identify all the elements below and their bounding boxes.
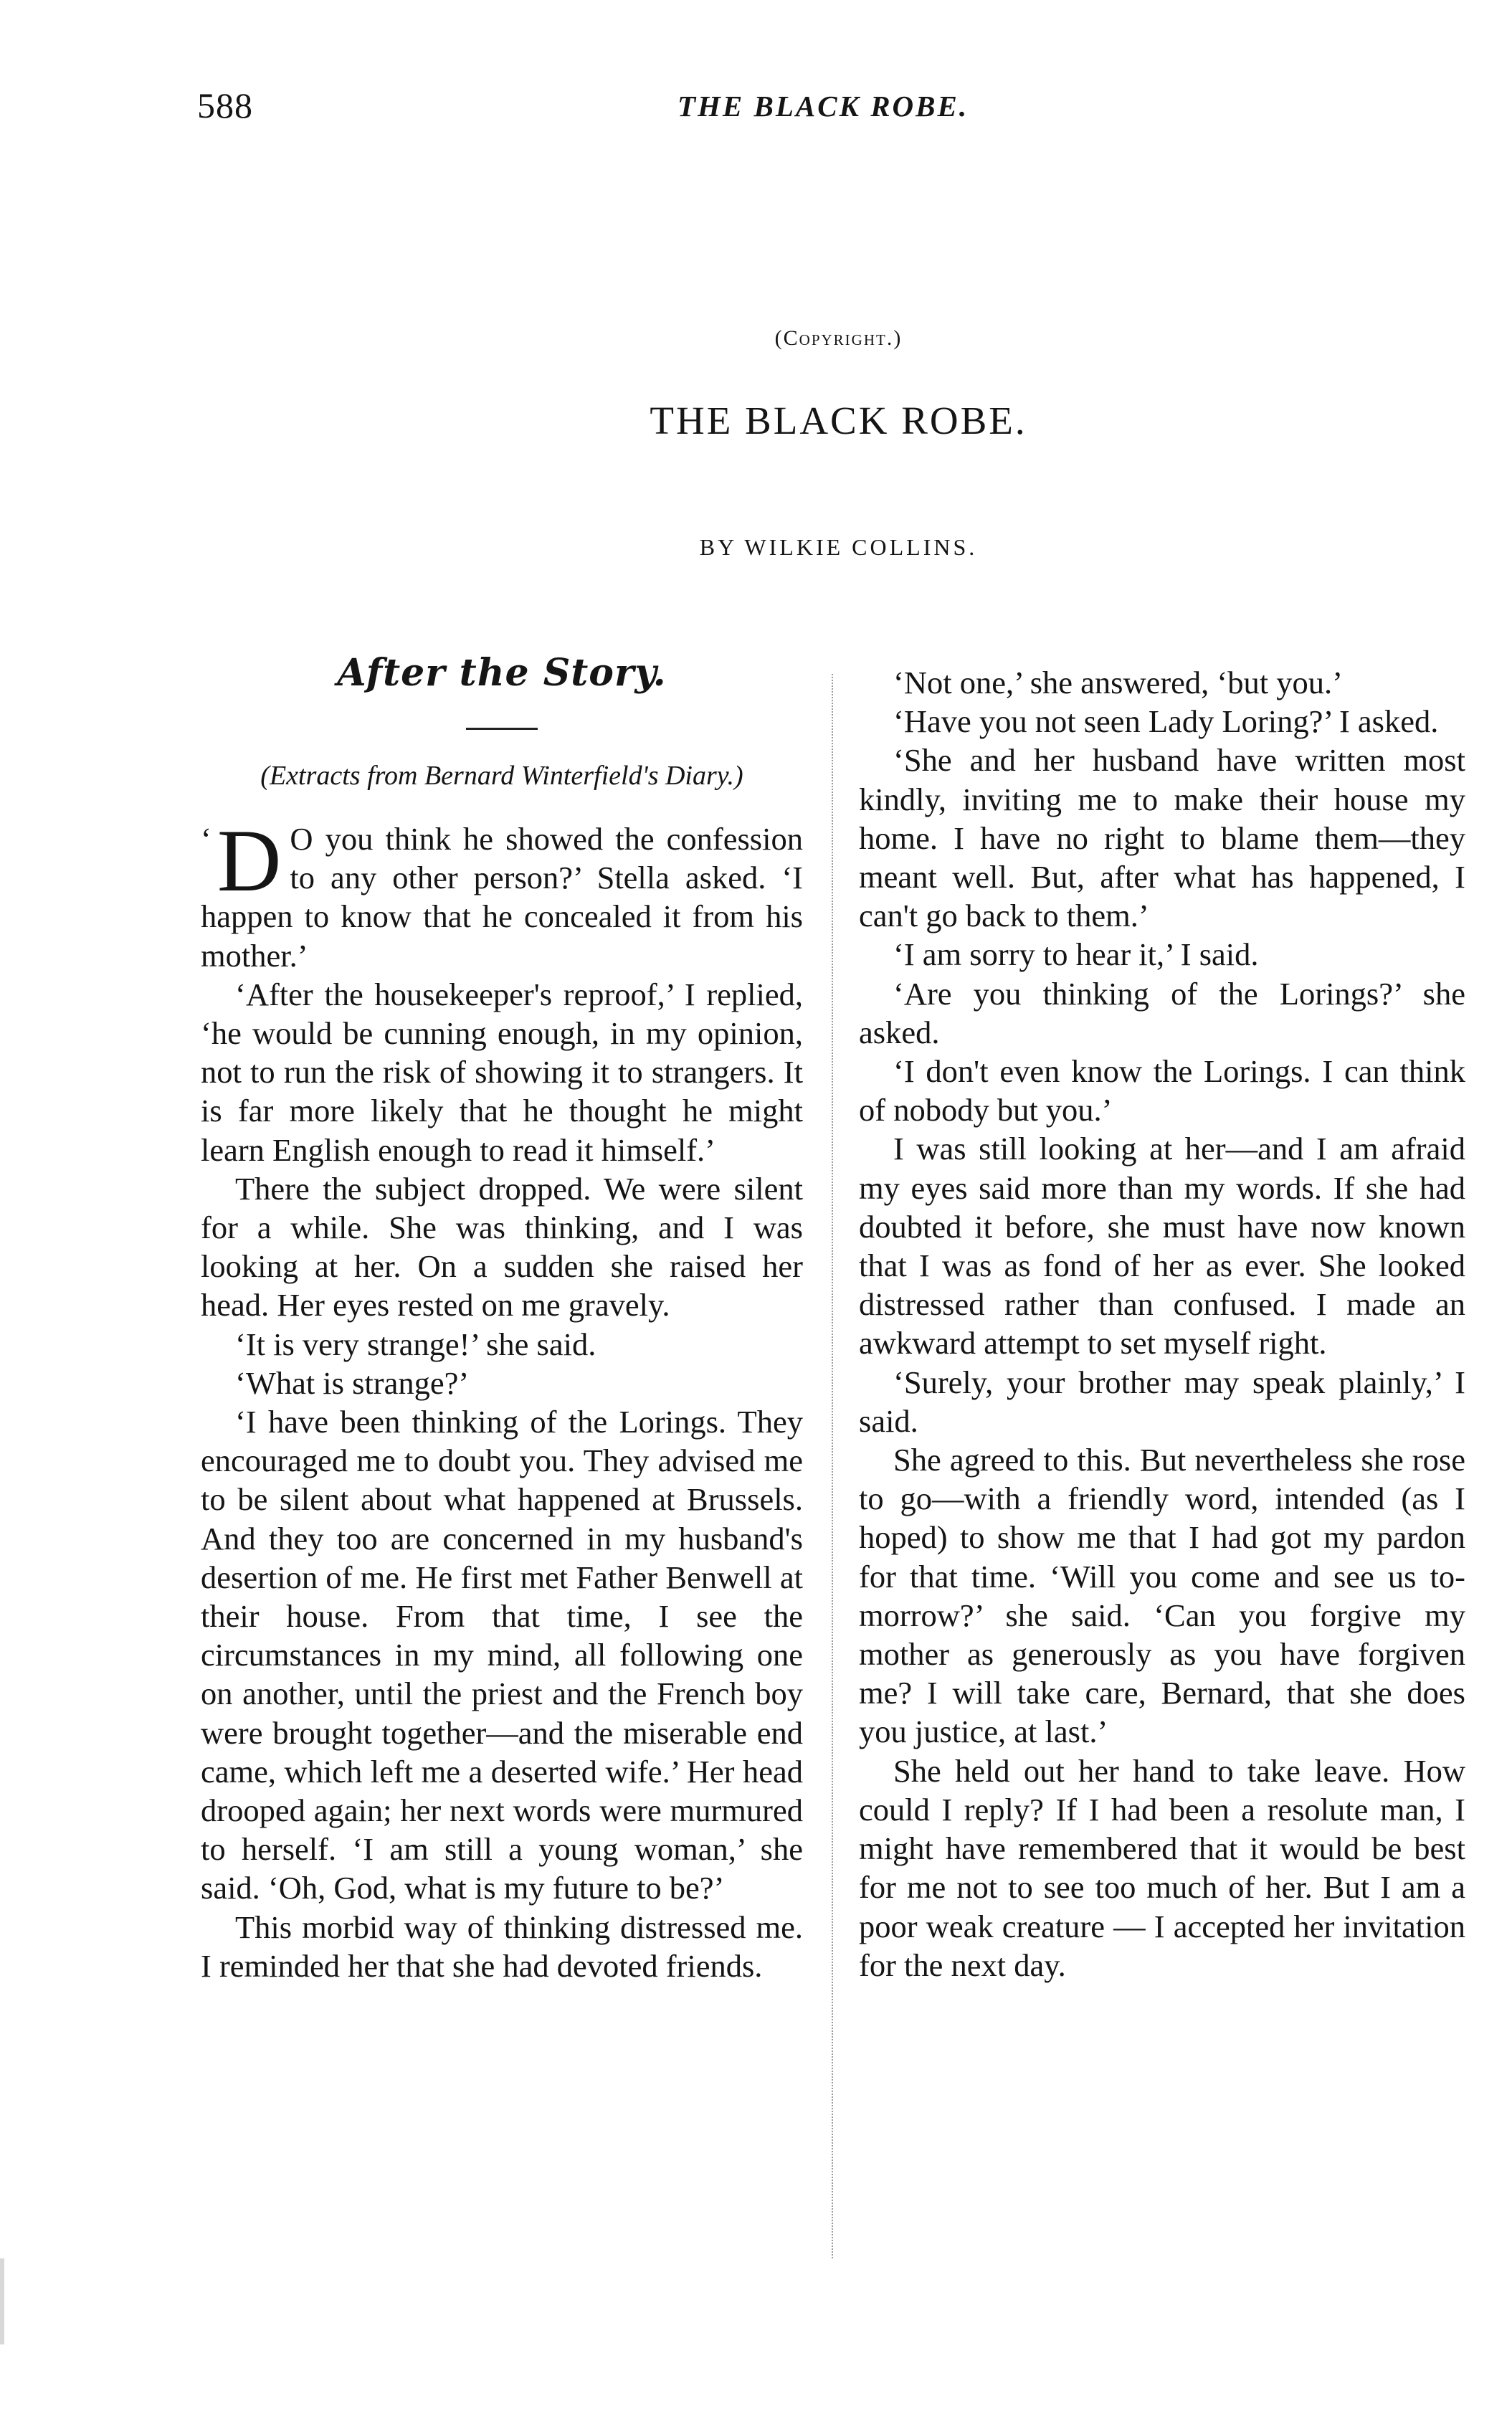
paragraph: ‘I have been thinking of the Lorings. They encouraged me to doubt you. They advised me to be silent about what happened at Brussels. And they too are concerned in my husband's desertion of me. He first met Father Benwell at their house. From that time, I see the circumstances in my mind, all following one on another, until the priest and the French boy were brought together—and the miserable end came, which left me a deserted wife.’ Her head drooped again; her next words were murmured to herself. ‘I am still a young woman,’ she said. ‘Oh, God, what is my future to be?’ [201,1404,803,1906]
copyright-notice: (Copyright.) [774,326,903,350]
paragraph: ‘She and her husband have written most kindly, inviting me to make their house my home. I have no right to blame them—they meant well. But, after what has happened, I can't go back to them.’ [859,742,1465,934]
story-title: THE BLACK ROBE. [650,399,1027,442]
paragraph: ‘Surely, your brother may speak plainly,’ I said. [859,1364,1465,1439]
paragraph: ‘It is very strange!’ she said. [235,1326,596,1362]
page-number: 588 [197,85,253,125]
section-rule [466,728,538,730]
drop-cap: D [217,812,282,910]
running-title: THE BLACK ROBE. [677,90,969,123]
paragraph: ‘I am sorry to hear it,’ I said. [893,936,1259,973]
paragraph: ‘After the housekeeper's reproof,’ I replied, ‘he would be cunning enough, in my opinion, not to run the risk of showing it to strangers. It is far more likely that he thought he might learn English enough to read it himself.’ [201,976,803,1168]
paragraph: This morbid way of thinking distressed me. I reminded her that she had devoted friends. [201,1909,803,1984]
right-column [859,663,1465,1985]
paragraph: ‘What is strange?’ [235,1364,470,1401]
author-byline: BY WILKIE COLLINS. [699,534,978,560]
page-edge-mark [0,2258,4,2344]
paragraph: She agreed to this. But nevertheless she rose to go—with a friendly word, intended (as I hoped) to show me that I had got my pardon for that time. ‘Will you come and see us to-morrow?’ she said. ‘Can you forgive my mother as generously as you have forgiven me? I will take care, Bernard, that she does you justice, at last.’ [859,1442,1465,1750]
paragraph: She held out her hand to take leave. How could I reply? If I had been a resolute man, I might have remembered that it would be best for me not to see too much of her. But I am a poor weak creature — I accepted her invitation for the next day. [859,1752,1465,1983]
section-heading: After the Story. [337,651,667,695]
paragraph: ‘I don't even know the Lorings. I can think of nobody but you.’ [859,1053,1465,1128]
first-paragraph [201,812,803,975]
paragraph: ‘Have you not seen Lady Loring?’ I asked. [893,703,1439,740]
paragraph: There the subject dropped. We were silent for a while. She was thinking, and I was looking at her. On a sudden she raised her head. Her eyes rested on me gravely. [201,1170,803,1323]
left-column [201,812,803,1985]
first-paragraph-text: O you think he showed the confession to any other person?’ Stella asked. ‘I happen to know that he concealed it from his mother.’ [201,821,803,974]
paragraph: ‘Not one,’ she answered, ‘but you.’ [893,665,1343,700]
running-head [197,85,1462,135]
paragraph: ‘Are you thinking of the Lorings?’ she asked. [859,975,1465,1050]
paragraph: I was still looking at her—and I am afraid my eyes said more than my words. If she had doubted it before, she must have now known that I was as fond of her as ever. She looked distressed rather than confused. I made an awkward attempt to set myself right. [859,1131,1465,1361]
opening-quote: ‘ [201,821,211,857]
column-divider [832,674,833,2258]
section-subheading: (Extracts from Bernard Winterfield's Diary.) [260,761,743,791]
